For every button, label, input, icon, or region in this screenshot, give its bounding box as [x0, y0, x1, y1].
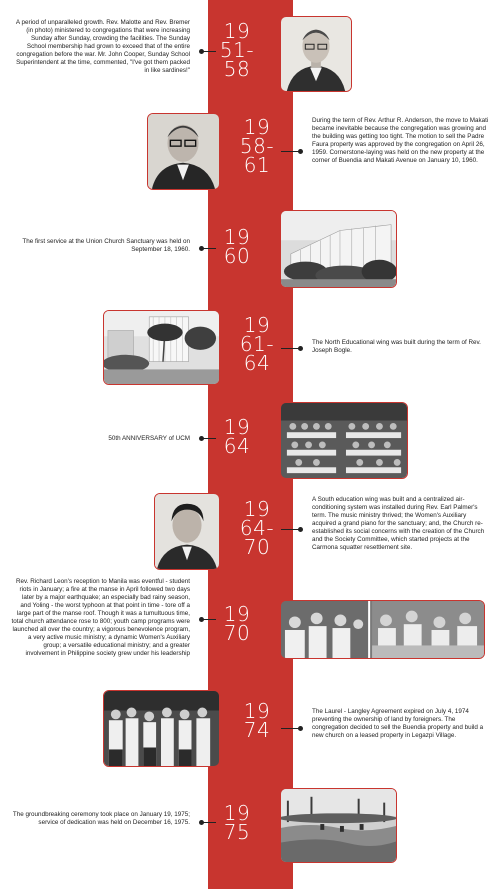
entry-1964-text: 50th ANNIVERSARY of UCM	[108, 435, 190, 442]
entry-1970-year: 19 70	[223, 602, 251, 645]
connector-dot	[298, 527, 303, 532]
entry-1960-photo	[280, 210, 397, 288]
entry-1951-58-photo	[280, 16, 352, 92]
entry-1964-photo	[280, 402, 408, 479]
entry-1960-text: The first service at the Union Church Sanctuary was held on September 18, 1960.	[22, 238, 190, 253]
entry-1974-text: The Laurel - Langley Agreement expired on July 4, 1974 preventing the ownership of land by foreigners. The congregation decided to sell the Buendia property and build a new church on a leased property in Legazpi Village.	[312, 708, 484, 739]
connector-dot	[298, 149, 303, 154]
entry-1958-61-photo	[147, 113, 220, 190]
entry-1974-photo	[103, 690, 220, 767]
entry-1961-64-photo	[103, 310, 220, 385]
entry-1975-photo	[280, 788, 397, 863]
entry-1960-year: 19 60	[223, 225, 251, 268]
entry-1961-64-text: The North Educational wing was built during the term of Rev. Joseph Bogle.	[312, 339, 481, 354]
entry-1970-photo	[280, 600, 485, 659]
connector-dot	[298, 346, 303, 351]
entry-1970-text: Rev. Richard Leon's reception to Manila was eventful - student riots in January; a fire at the manse in April followed two days later by a major earthquake; an especially bad rainy season, and Yoling - the worst typhoon at that point in time - tore off a large part of the manse roof. Though it was a tumultuous time, total church attendance rose to 800; youth camp programs were launched all over the country; a vigorous benevolence program, a very active music ministry; a dynamic Women's Auxiliary group; a versatile educational ministry; and a greater involvement in Philippine society grew under his leadership	[11, 578, 190, 657]
entry-1964-year: 19 64	[223, 415, 251, 458]
entry-1975-text: The groundbreaking ceremony took place on January 19, 1975; service of dedication was held on December 16, 1975.	[12, 811, 190, 826]
entry-1964-70-photo	[154, 493, 220, 570]
connector-dot	[298, 726, 303, 731]
connector-line	[202, 51, 216, 52]
entry-1964-70-year: 19 64- 70	[239, 497, 275, 559]
connector-line	[202, 438, 216, 439]
connector-line	[202, 619, 216, 620]
entry-1951-58-text: A period of unparalleled growth. Rev. Malotte and Rev. Bremer (in photo) ministered to congregations that were increasing Sunday after Sunday, crowding the facilities. The Sunday School membership had grown to exceed that of the entire congregation before the war. Mr. John Cooper, Sunday School Superintendent at the time, commented, "I've got them packed in like sardines!"	[15, 19, 190, 74]
entry-1974-year: 19 74	[243, 699, 271, 742]
entry-1951-58-year: 19 51- 58	[219, 19, 255, 81]
entry-1958-61-text: During the term of Rev. Arthur R. Anderson, the move to Makati became inevitable because the congregation was growing and the building was getting too tight. The motion to sell the Padre Faura property was approved by the congregation on April 26, 1959. Cornerstone-laying was held on the new property at the corner of Buendia and Makati Avenue on January 10, 1960.	[312, 117, 489, 164]
connector-line	[202, 248, 216, 249]
entry-1964-70-text: A South education wing was built and a centralized air-conditioning system was installed during Rev. Earl Palmer's term. The music ministry thrived; the Women's Auxiliary acquired a grand piano for the sanctuary; and, the Church re-established its social concerns with the creation of the Church and the Society Committee, which started projects at the Carmona squatter resettlement site.	[312, 496, 485, 551]
entry-1975-year: 19 75	[223, 801, 251, 844]
entry-1961-64-year: 19 61- 64	[239, 313, 275, 375]
entry-1958-61-year: 19 58- 61	[239, 115, 275, 177]
connector-line	[202, 822, 216, 823]
